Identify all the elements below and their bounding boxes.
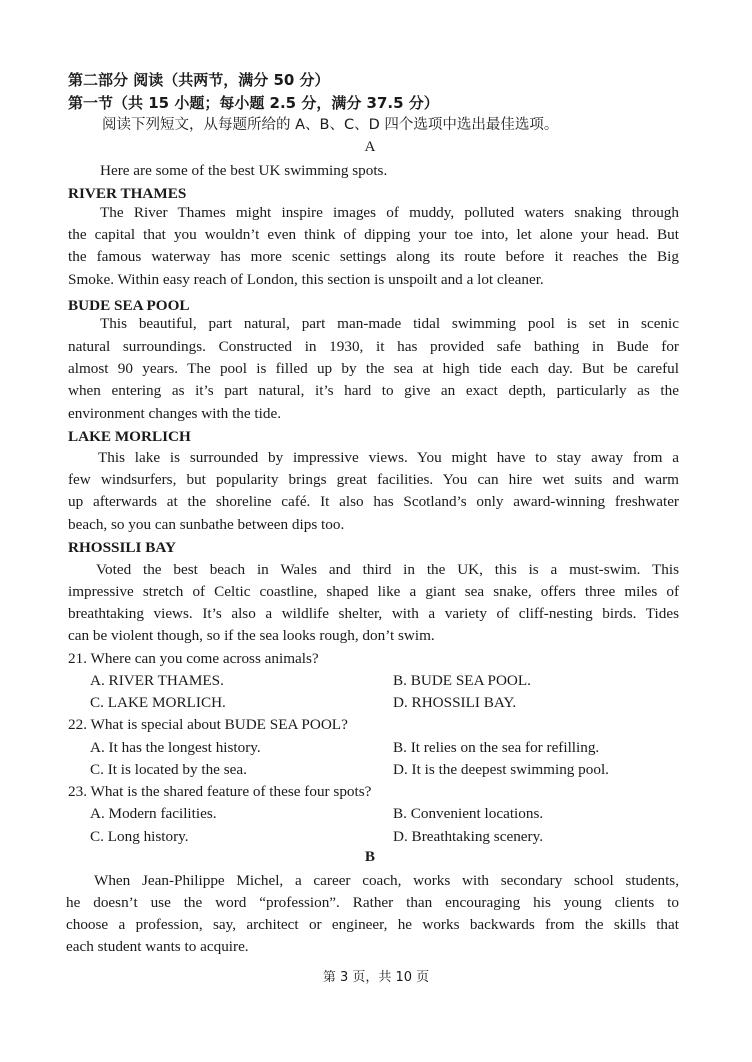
question-23-option-a: A. Modern facilities.	[90, 805, 217, 822]
question-23-stem: 23. What is the shared feature of these four spots?	[68, 783, 372, 800]
question-22-stem: 22. What is special about BUDE SEA POOL?	[68, 716, 348, 733]
paragraph-line: This beautiful, part natural, part man-made tidal swimming pool is set in scenic	[100, 315, 679, 332]
question-21-option-c: C. LAKE MORLICH.	[90, 694, 226, 711]
paragraph-line: the capital that you wouldn’t even think of dipping your toe into, let alone your head. But	[68, 226, 679, 243]
paragraph-line: almost 90 years. The pool is filled up by the sea at high tide each day. But be careful	[68, 360, 679, 377]
paragraph-line: Smoke. Within easy reach of London, this section is unspoilt and a lot cleaner.	[68, 271, 544, 288]
paragraph-line: few windsurfers, but popularity brings great facilities. You can hire wet suits and warm	[68, 471, 679, 488]
passage-b-label: B	[364, 848, 376, 865]
paragraph-line: when entering as it’s part natural, it’s hard to give an exact depth, particularly as the	[68, 382, 679, 399]
paragraph-line: impressive stretch of Celtic coastline, shaped like a giant sea snake, offers three miles of	[68, 583, 679, 600]
question-22-option-c: C. It is located by the sea.	[90, 761, 247, 778]
part-title: 第二部分 阅读（共两节，满分 50 分）	[68, 71, 330, 89]
paragraph-line: the famous waterway has more scenic settings along its route before it reaches the Big	[68, 248, 679, 265]
section-title: 第一节（共 15 小题；每小题 2.5 分，满分 37.5 分）	[68, 94, 439, 112]
spot-title-bude-sea-pool: BUDE SEA POOL	[68, 297, 190, 314]
question-23-option-c: C. Long history.	[90, 828, 189, 845]
spot-title-lake-morlich: LAKE MORLICH	[68, 428, 191, 445]
paragraph-line: breathtaking views. It’s also a wildlife shelter, with a variety of cliff-nesting birds. Tides	[68, 605, 679, 622]
question-23-option-d: D. Breathtaking scenery.	[393, 828, 543, 845]
paragraph-line: he doesn’t use the word “profession”. Rather than encouraging his young clients to	[66, 894, 679, 911]
passage-a-label: A	[364, 138, 376, 155]
question-21-stem: 21. Where can you come across animals?	[68, 650, 319, 667]
paragraph-line: environment changes with the tide.	[68, 405, 281, 422]
paragraph-line: natural surroundings. Constructed in 1930, it has provided safe bathing in Bude for	[68, 338, 679, 355]
question-22-option-b: B. It relies on the sea for refilling.	[393, 739, 600, 756]
passage-a-intro: Here are some of the best UK swimming spots.	[100, 162, 388, 179]
instruction: 阅读下列短文，从每题所给的 A、B、C、D 四个选项中选出最佳选项。	[102, 117, 559, 133]
paragraph-line: choose a profession, say, architect or engineer, he works backwards from the skills that	[66, 916, 679, 933]
paragraph-line: up afterwards at the shoreline café. It also has Scotland’s only award-winning freshwater	[68, 493, 679, 510]
paragraph-line: each student wants to acquire.	[66, 938, 249, 955]
paragraph-line: beach, so you can sunbathe between dips too.	[68, 516, 345, 533]
page-number: 第 3 页，共 10 页	[322, 970, 430, 985]
paragraph-line: When Jean-Philippe Michel, a career coach, works with secondary school students,	[94, 872, 679, 889]
question-21-option-d: D. RHOSSILI BAY.	[393, 694, 517, 711]
question-22-option-a: A. It has the longest history.	[90, 739, 261, 756]
question-22-option-d: D. It is the deepest swimming pool.	[393, 761, 609, 778]
spot-title-rhossili-bay: RHOSSILI BAY	[68, 539, 176, 556]
spot-title-river-thames: RIVER THAMES	[68, 185, 187, 202]
paragraph-line: This lake is surrounded by impressive views. You might have to stay away from a	[98, 449, 679, 466]
question-21-option-b: B. BUDE SEA POOL.	[393, 672, 531, 689]
paragraph-line: The River Thames might inspire images of muddy, polluted waters snaking through	[100, 204, 679, 221]
question-21-option-a: A. RIVER THAMES.	[90, 672, 224, 689]
question-23-option-b: B. Convenient locations.	[393, 805, 544, 822]
paragraph-line: Voted the best beach in Wales and third in the UK, this is a must-swim. This	[96, 561, 679, 578]
paragraph-line: can be violent though, so if the sea looks rough, don’t swim.	[68, 627, 435, 644]
